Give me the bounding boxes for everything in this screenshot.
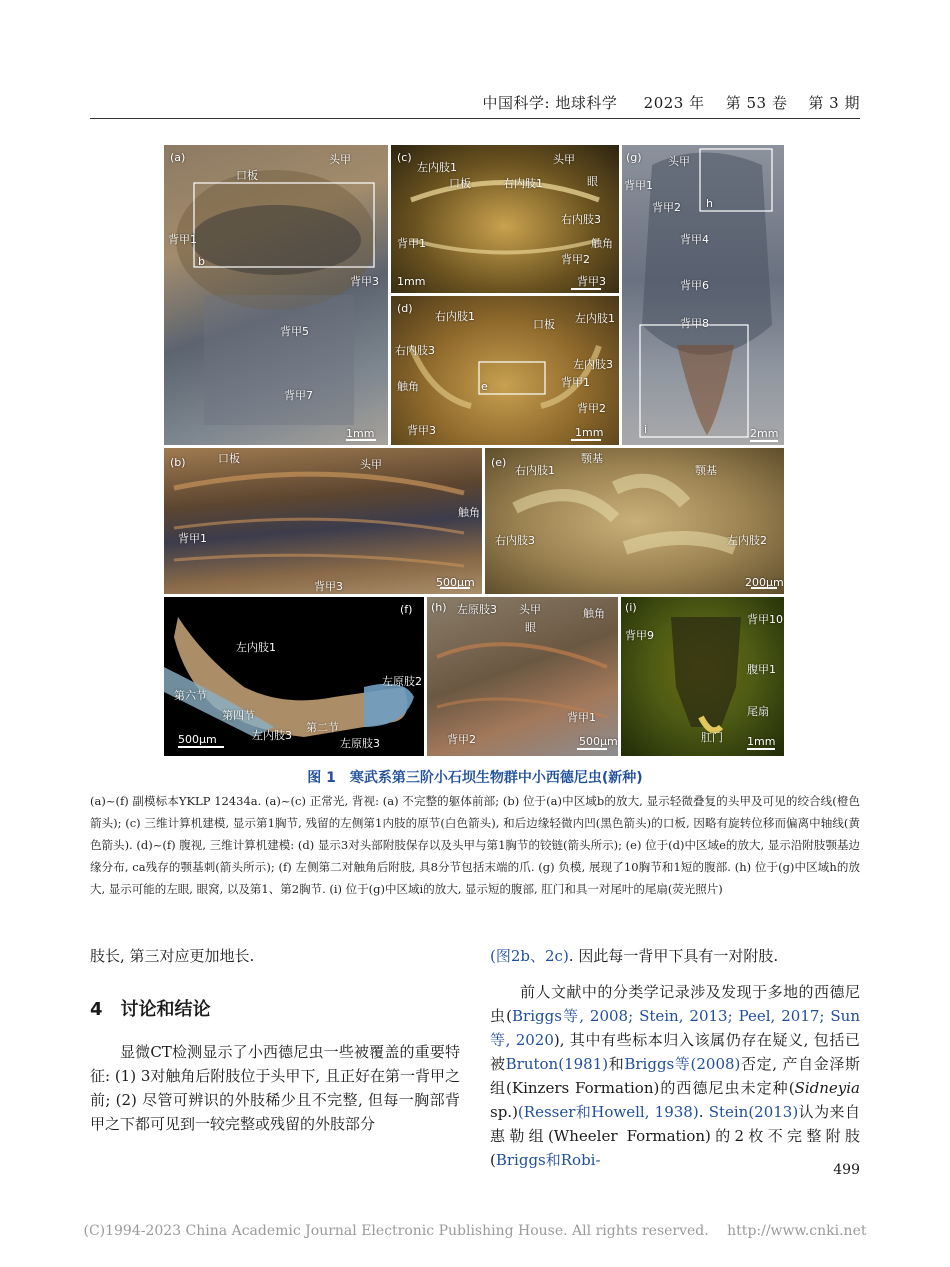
scale-bar-e: 200μm (745, 576, 784, 589)
citation-link[interactable]: Briggs和Robi- (495, 1151, 601, 1169)
label-cephalic-shield: 头甲 (360, 458, 382, 471)
label-tergite-1: 背甲1 (168, 233, 197, 246)
citation-link[interactable]: Bruton(1981) (505, 1055, 609, 1073)
panel-h (427, 597, 618, 756)
label-tergite-8: 背甲8 (680, 317, 709, 330)
label-right-endopod-1: 右内肢1 (515, 464, 555, 477)
citation-link[interactable]: Briggs等(2008) (624, 1055, 741, 1073)
panel-b (164, 448, 482, 594)
citation-link[interactable]: Stein(2013) (708, 1103, 799, 1121)
label-right-endopod-3: 右内肢3 (561, 213, 601, 226)
text-span: ), 其中有些标本归入该属仍存在疑义, 包括已被 (490, 1031, 860, 1073)
label-tergite-1: 背甲1 (624, 179, 653, 192)
scale-bar-c: 1mm (397, 275, 426, 288)
right-column (490, 944, 860, 1184)
label-hypostome: 口板 (533, 318, 555, 331)
label-region-h: h (706, 197, 713, 210)
panel-i (621, 597, 784, 756)
citation-link[interactable]: (图2b、2c) (490, 947, 569, 965)
panel-i-letter: (i) (625, 601, 637, 614)
label-eye: 眼 (587, 175, 598, 188)
panel-g (622, 145, 784, 445)
panel-c-letter: (c) (397, 151, 412, 164)
label-tergite-3: 背甲3 (407, 424, 436, 437)
label-region-e: e (481, 380, 488, 393)
label-tergite-2: 背甲2 (577, 402, 606, 415)
label-gnathobase-2: 颚基 (695, 464, 717, 477)
panel-a-letter: (a) (170, 151, 186, 164)
label-left-protopod-3: 左原肢3 (340, 737, 380, 750)
label-eye: 眼 (525, 621, 536, 634)
year: 2023 年 (643, 94, 705, 112)
label-cephalic-shield: 头甲 (553, 153, 575, 166)
running-head (90, 92, 860, 113)
label-tergite-3: 背甲3 (350, 275, 379, 288)
label-sternite-1: 腹甲1 (747, 663, 776, 676)
label-tergite-1: 背甲1 (178, 532, 207, 545)
figure-1 (164, 145, 784, 756)
label-anus: 肛门 (701, 731, 723, 744)
panel-f-letter: (f) (400, 603, 413, 616)
label-tergite-3: 背甲3 (577, 275, 606, 288)
text-span: 前人文献中的分类学记录涉及发现于多地的西德尼虫( (490, 983, 860, 1025)
scale-bar-g: 2mm (750, 427, 779, 440)
citation-link[interactable]: Briggs等, 2008; Stein, 2013; Peel, 2017; Sun等, 2020 (490, 1007, 860, 1049)
panel-h-letter: (h) (431, 601, 447, 614)
panel-d-letter: (d) (397, 302, 413, 315)
label-antenna: 触角 (583, 607, 605, 620)
label-tergite-10: 背甲10 (747, 613, 783, 626)
label-left-endopod-1: 左内肢1 (417, 161, 457, 174)
label-right-endopod-3: 右内肢3 (495, 534, 535, 547)
label-left-endopod-3: 左内肢3 (252, 729, 292, 742)
page-number: 499 (833, 1162, 860, 1178)
panel-f (164, 597, 424, 756)
label-hypostome: 口板 (218, 452, 240, 465)
figure-caption-body: (a)~(f) 副模标本YKLP 12434a. (a)~(c) 正常光, 背视: (a) 不完整的躯体前部; (b) 位于(a)中区域b的放大, 显示轻微叠复的头甲及可见的绞合线(橙色箭头); (c) 三维计算机建模, 显示第1胸节, 残留的左侧第1内肢的原节(白色箭头), 和后边缘轻微内凹(黑色箭头)的口板, 因略有旋转位移而偏离中轴线(黄色箭头). (d)~(f) 腹视, 三维计算机建模: (d) 显示3对头部附肢保存以及头甲与第1胸节的铰链(箭头所示); (e) 位于(d)中区域e的放大, 显示沿附肢颚基边缘分布, ca残存的颚基刺(箭头所示); (f) 左侧第二对触角后附肢, 具8分节包括末端的爪. (g) 负模, 展现了10胸节和1短的腹部. (h) 位于(g)中区域h的放大, 显示可能的左眼, 眼窝, 以及第1、第2胸节. (i) 位于(g)中区域i的放大, 显示短的腹部, 肛门和具一对尾叶的尾扇(荧光照片) (90, 794, 860, 896)
label-tail-fan: 尾扇 (747, 705, 769, 718)
volume: 第 53 卷 (725, 94, 788, 112)
label-tergite-2: 背甲2 (561, 253, 590, 266)
panel-b-letter: (b) (170, 456, 186, 469)
label-hypostome: 口板 (449, 177, 471, 190)
label-left-protopod-3: 左原肢3 (457, 603, 497, 616)
label-left-endopod-1: 左内肢1 (575, 312, 615, 325)
label-left-endopod-2: 左内肢2 (727, 534, 767, 547)
label-right-endopod-1: 右内肢1 (503, 177, 543, 190)
scale-bar-f: 500μm (178, 733, 217, 746)
panel-a-drawing (164, 145, 388, 445)
label-segment-2: 第二节 (306, 721, 339, 734)
figure-caption-title: 图 1 寒武系第三阶小石坝生物群中小西德尼虫(新种) (307, 770, 643, 786)
label-tergite-1: 背甲1 (397, 237, 426, 250)
label-left-protopod-2: 左原肢2 (382, 675, 422, 688)
text-span: 认为来自惠勒组(Wheeler Formation)的2枚不完整附肢( (490, 1103, 860, 1169)
label-cephalic-shield: 头甲 (519, 603, 541, 616)
citation-link[interactable]: (Resser和Howell, 1938) (517, 1103, 699, 1121)
label-tergite-2: 背甲2 (652, 201, 681, 214)
label-tergite-2: 背甲2 (447, 733, 476, 746)
panel-d (391, 296, 619, 445)
label-antenna: 触角 (458, 506, 480, 519)
label-tergite-7: 背甲7 (284, 389, 313, 402)
taxon-name: Sidneyia (794, 1079, 860, 1097)
label-right-endopod-3: 右内肢3 (395, 344, 435, 357)
journal-name: 中国科学: 地球科学 (482, 94, 618, 112)
copyright-footer: (C)1994-2023 China Academic Journal Electronic Publishing House. All rights reserved. http://www.cnki.net (83, 1223, 867, 1239)
text-span: . (698, 1103, 709, 1121)
section-heading: 4 讨论和结论 (90, 999, 211, 1020)
panel-g-letter: (g) (626, 151, 642, 164)
text-span: 否定, 产自金泽斯组(Kinzers Formation)的西德尼虫未定种( (490, 1055, 860, 1097)
label-hypostome: 口板 (236, 169, 258, 182)
scale-bar-d: 1mm (575, 426, 604, 439)
text-span: . 因此每一背甲下具有一对附肢. (568, 947, 779, 965)
label-region-b: b (198, 255, 205, 268)
issue: 第 3 期 (808, 94, 860, 112)
scale-bar-i: 1mm (747, 735, 776, 748)
label-tergite-4: 背甲4 (680, 233, 709, 246)
left-column (90, 944, 460, 1148)
label-segment-6: 第六节 (174, 689, 207, 702)
label-antenna: 触角 (591, 237, 613, 250)
panel-c (391, 145, 619, 293)
text-span: 和 (608, 1055, 625, 1073)
paragraph-continuation: 肢长, 第三对应更加地长. (90, 947, 255, 965)
panel-a (164, 145, 388, 445)
label-tergite-1: 背甲1 (561, 376, 590, 389)
paragraph-right-2 (490, 980, 860, 1172)
label-left-endopod-1: 左内肢1 (236, 641, 276, 654)
label-tergite-9: 背甲9 (625, 629, 654, 642)
label-region-i: i (644, 423, 648, 436)
label-antenna: 触角 (397, 380, 419, 393)
label-tergite-6: 背甲6 (680, 279, 709, 292)
panel-e-letter: (e) (491, 456, 507, 469)
label-tergite-5: 背甲5 (280, 325, 309, 338)
label-segment-4: 第四节 (222, 709, 255, 722)
label-left-endopod-3: 左内肢3 (573, 358, 613, 371)
scale-bar-h: 500μm (579, 735, 618, 748)
label-cephalic-shield: 头甲 (668, 155, 690, 168)
scale-bar-b: 500μm (436, 576, 475, 589)
label-cephalic-shield: 头甲 (329, 153, 351, 166)
header-rule (90, 118, 860, 119)
label-gnathobase: 颚基 (581, 452, 603, 465)
paragraph-right-1 (490, 944, 860, 968)
label-tergite-3: 背甲3 (314, 580, 343, 593)
text-span: sp.) (490, 1103, 518, 1121)
panel-b-drawing (164, 448, 482, 594)
label-right-endopod-1: 右内肢1 (435, 310, 475, 323)
panel-e (485, 448, 784, 594)
label-tergite-1: 背甲1 (567, 711, 596, 724)
scale-bar-a: 1mm (346, 427, 375, 440)
paragraph-discussion: 显微CT检测显示了小西德尼虫一些被覆盖的重要特征: (1) 3对触角后附肢位于头甲下, 且正好在第一背甲之前; (2) 尽管可辨识的外肢稀少且不完整, 但每一胸部背甲之下都可见到一较完整或残留的外肢部分 (90, 1043, 460, 1133)
